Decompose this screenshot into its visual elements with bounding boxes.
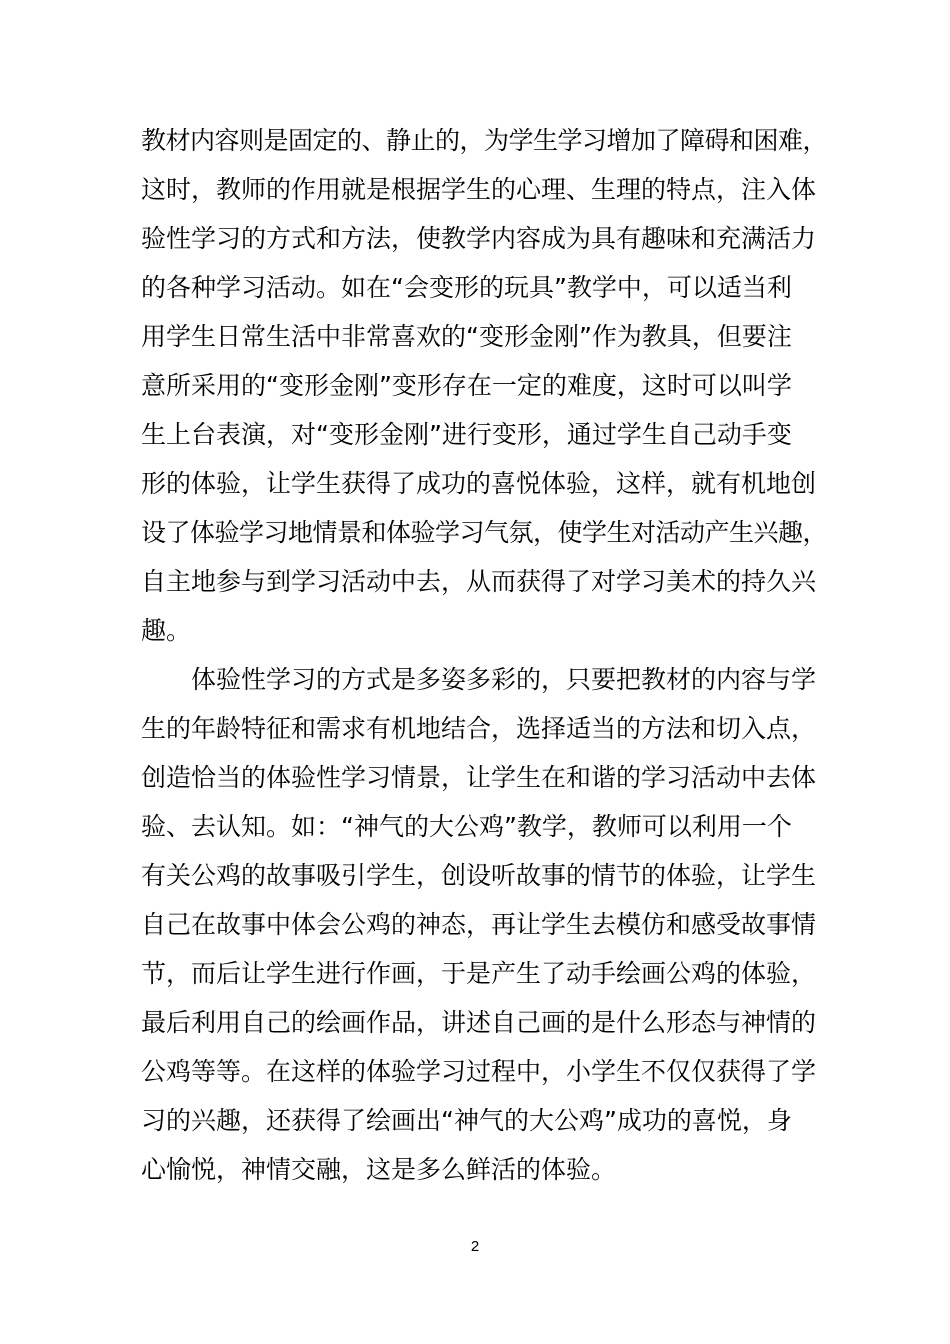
text-line: 自主地参与到学习活动中去，从而获得了对学习美术的持久兴 xyxy=(141,567,817,596)
text-line: 有关公鸡的故事吸引学生，创设听故事的情节的体验，让学生 xyxy=(141,861,817,890)
text-line: 趣。 xyxy=(141,616,192,645)
text-line: 的各种学习活动。如在“会变形的玩具”教学中，可以适当利 xyxy=(141,273,792,302)
text-line: 验、去认知。如：“神气的大公鸡”教学，教师可以利用一个 xyxy=(141,812,792,841)
text-line: 体验性学习的方式是多姿多彩的，只要把教材的内容与学 xyxy=(141,665,817,694)
text-line: 最后利用自己的绘画作品，讲述自己画的是什么形态与神情的 xyxy=(141,1008,817,1037)
text-line: 公鸡等等。在这样的体验学习过程中，小学生不仅仅获得了学 xyxy=(141,1057,817,1086)
page-number: 2 xyxy=(470,1238,480,1255)
text-line: 设了体验学习地情景和体验学习气氛，使学生对活动产生兴趣， xyxy=(141,518,828,547)
text-line: 验性学习的方式和方法，使教学内容成为具有趣味和充满活力 xyxy=(141,224,817,253)
text-line: 自己在故事中体会公鸡的神态，再让学生去模仿和感受故事情 xyxy=(141,910,817,939)
body-text xyxy=(141,116,831,1194)
text-line: 用学生日常生活中非常喜欢的“变形金刚”作为教具，但要注 xyxy=(141,322,792,351)
text-line: 这时，教师的作用就是根据学生的心理、生理的特点，注入体 xyxy=(141,175,817,204)
text-line: 创造恰当的体验性学习情景，让学生在和谐的学习活动中去体 xyxy=(141,763,817,792)
text-line: 生的年龄特征和需求有机地结合，选择适当的方法和切入点， xyxy=(141,714,817,743)
text-line: 教材内容则是固定的、静止的，为学生学习增加了障碍和困难， xyxy=(141,126,828,155)
text-line: 意所采用的“变形金刚”变形存在一定的难度，这时可以叫学 xyxy=(141,371,792,400)
text-line: 心愉悦，神情交融，这是多么鲜活的体验。 xyxy=(141,1155,617,1184)
text-line: 习的兴趣，还获得了绘画出“神气的大公鸡”成功的喜悦，身 xyxy=(141,1106,792,1135)
text-line: 形的体验，让学生获得了成功的喜悦体验，这样，就有机地创 xyxy=(141,469,817,498)
text-line: 节，而后让学生进行作画，于是产生了动手绘画公鸡的体验， xyxy=(141,959,817,988)
text-line: 生上台表演，对“变形金刚”进行变形，通过学生自己动手变 xyxy=(141,420,792,449)
